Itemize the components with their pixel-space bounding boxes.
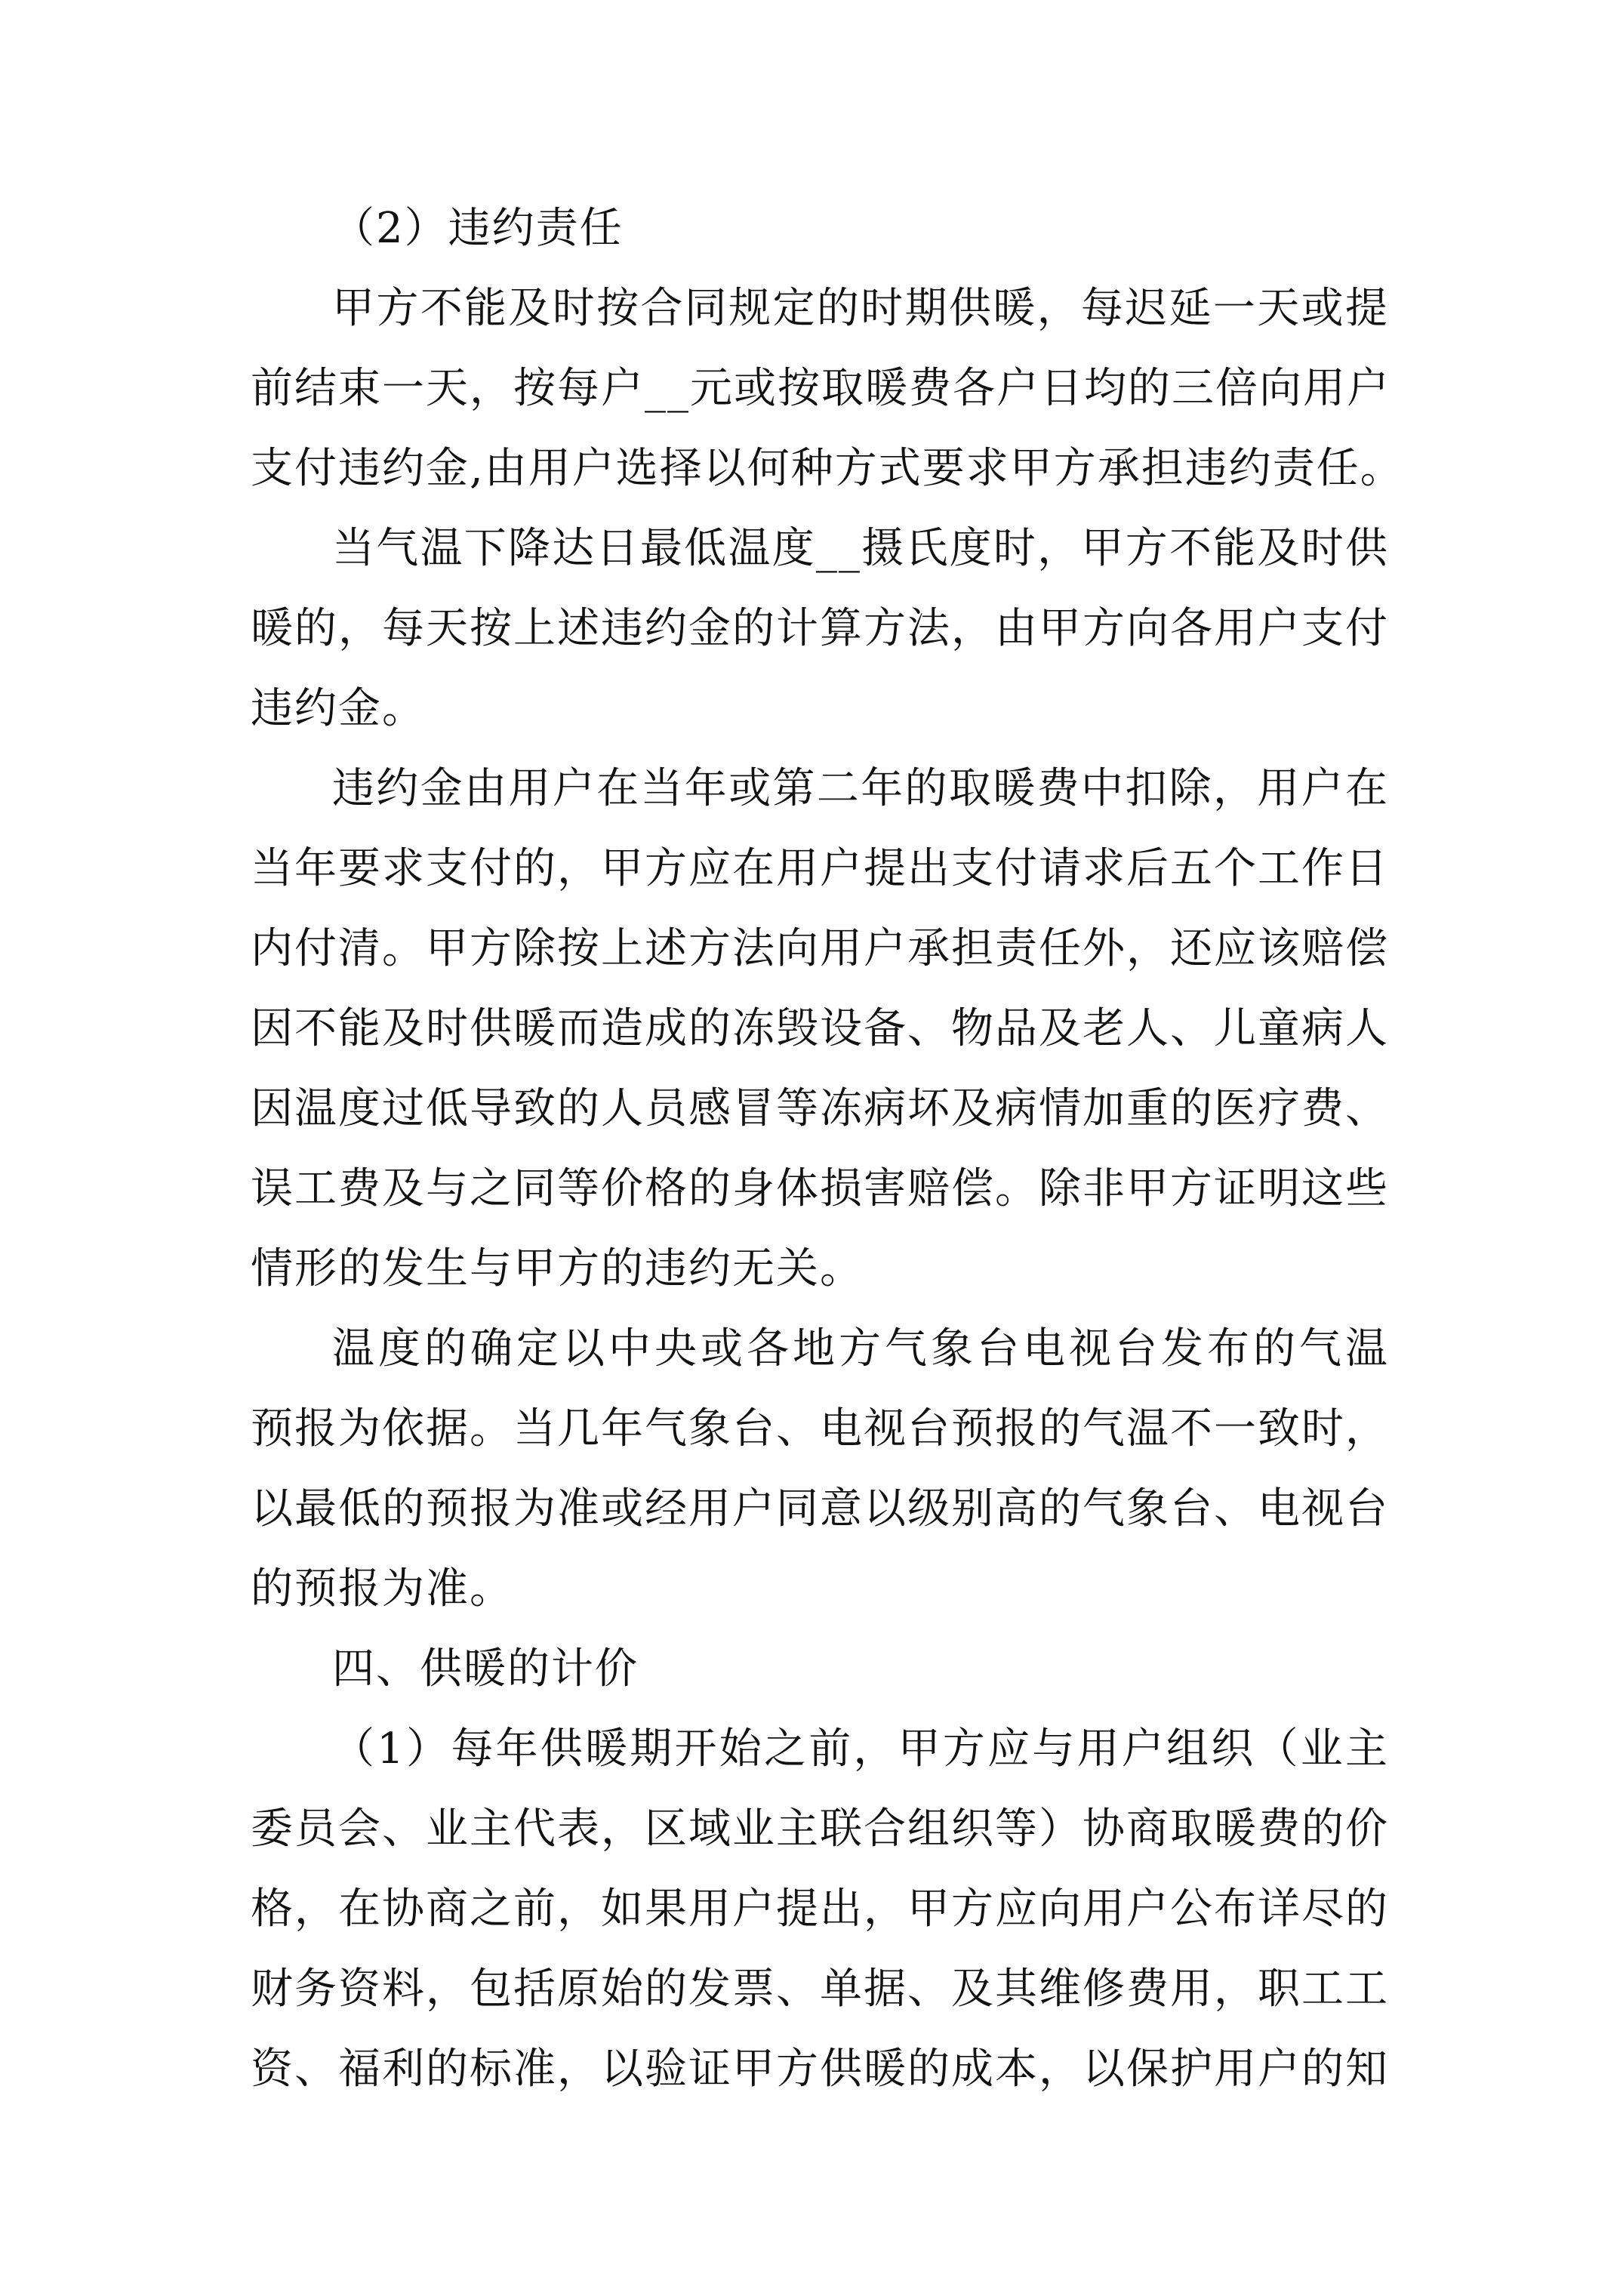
text-line: （1）每年供暖期开始之前，甲方应与用户组织（业主 [332,1724,1389,1774]
text-line: 暖的，每天按上述违约金的计算方法，由甲方向各用户支付 [251,604,1389,653]
text-line: 资、福利的标准，以验证甲方供暖的成本，以保护用户的知 [251,2045,1389,2094]
text-line: 委员会、业主代表，区域业主联合组织等）协商取暖费的价 [251,1804,1389,1854]
text-line: 内付清。甲方除按上述方法向用户承担责任外，还应该赔偿 [251,924,1389,973]
section-heading-pricing: 四、供暖的计价 [332,1644,639,1693]
text-line: 情形的发生与甲方的违约无关。 [251,1244,864,1293]
text-line: 违约金由用户在当年或第二年的取暖费中扣除，用户在 [332,764,1389,813]
text-line: 误工费及与之同等价格的身体损害赔偿。除非甲方证明这些 [251,1164,1389,1213]
text-line: 预报为依据。当几年气象台、电视台预报的气温不一致时， [251,1404,1389,1453]
subheading-breach-liability: （2）违约责任 [332,204,624,253]
text-line: 的预报为准。 [251,1564,513,1613]
text-line: 以最低的预报为准或经用户同意以级别高的气象台、电视台 [251,1484,1389,1533]
text-line: 甲方不能及时按合同规定的时期供暖，每迟延一天或提 [332,284,1389,333]
text-line: 财务资料，包括原始的发票、单据、及其维修费用，职工工 [251,1965,1389,2014]
text-line: 支付违约金,由用户选择以何种方式要求甲方承担违约责任。 [251,444,1404,493]
text-line: 温度的确定以中央或各地方气象台电视台发布的气温 [332,1324,1389,1373]
text-line: 前结束一天，按每户__元或按取暖费各户日均的三倍向用户 [251,364,1390,413]
text-line: 当年要求支付的，甲方应在用户提出支付请求后五个工作日 [251,844,1389,893]
text-line: 当气温下降达日最低温度__摄氏度时，甲方不能及时供 [332,524,1389,573]
text-line: 因温度过低导致的人员感冒等冻病坏及病情加重的医疗费、 [251,1084,1389,1133]
text-line: 违约金。 [251,684,426,733]
text-line: 格，在协商之前，如果用户提出，甲方应向用户公布详尽的 [251,1885,1389,1934]
text-line: 因不能及时供暖而造成的冻毁设备、物品及老人、儿童病人 [251,1004,1389,1053]
